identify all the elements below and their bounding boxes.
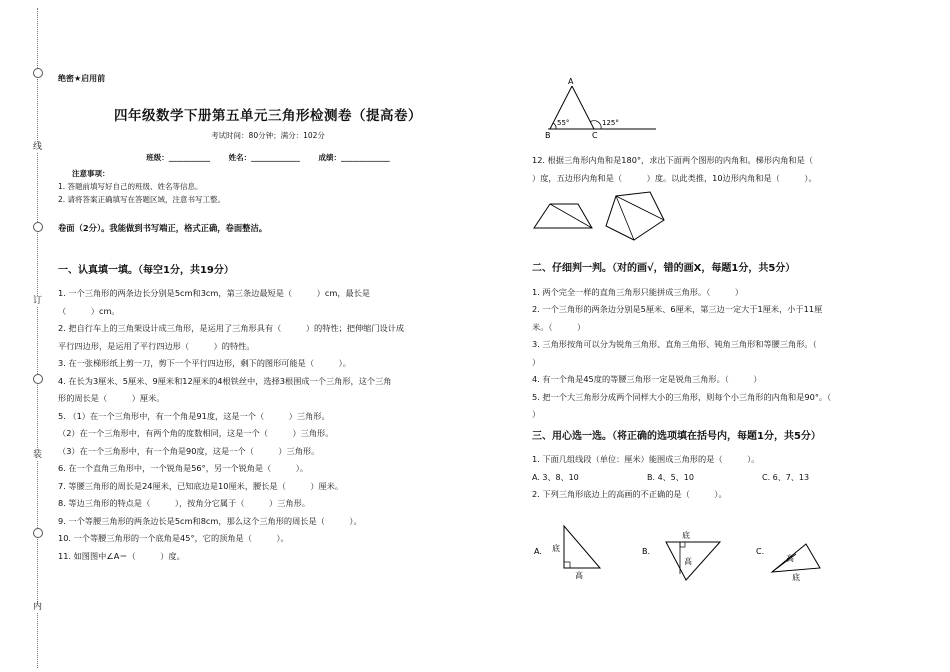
- section1-line: （ ）cm。: [58, 305, 120, 316]
- notes-heading: 注意事项：: [72, 169, 110, 178]
- section3-heading: 三、用心选一选。（将正确的选项填在括号内，每题1分，共5分）: [532, 430, 821, 442]
- section1-line: 平行四边形，是运用了平行四边形（ ）的特性。: [58, 340, 255, 351]
- shapes-figure-q12: [530, 190, 680, 242]
- section1-line: 4. 在长为3厘米、5厘米、9厘米和12厘米的4根铁丝中，选择3根围成一个三角形，这个三角: [58, 375, 392, 386]
- section1-line: 2. 把自行车上的三角架设计成三角形，是运用了三角形具有（ ）的特性；把伸缩门设计成: [58, 323, 405, 333]
- label-a: A: [568, 77, 574, 86]
- section1-line: 10. 一个等腰三角形的一个底角是45°，它的顶角是（ ）。: [58, 533, 289, 543]
- angle-b-value: 55°: [557, 119, 570, 127]
- section1-line: 11. 如图图中∠A＝（ ）度。: [58, 550, 185, 561]
- right-column-lower: [532, 256, 912, 504]
- section2-line: 2. 一个三角形的两条边分别是5厘米、6厘米，第三边一定大于1厘米，小于11厘: [532, 304, 823, 314]
- score-field[interactable]: 成绩：_____________: [318, 152, 390, 162]
- binding-label-ding: 订: [32, 296, 42, 306]
- angle-c-value: 125°: [602, 119, 619, 127]
- label-c: C: [592, 131, 598, 140]
- secret-label: 绝密★启用前: [58, 74, 106, 83]
- binding-label-nei: 内: [32, 602, 42, 612]
- section2-line: 4. 有一个角是45度的等腰三角形一定是锐角三角形。（ ）: [532, 374, 762, 384]
- section1-line: 1. 一个三角形的两条边长分别是5cm和3cm，第三条边最短是（ ）cm，最长是: [58, 288, 371, 298]
- binding-label-zhuang: 装: [32, 450, 42, 460]
- binding-hole: [33, 374, 43, 384]
- triangle-b: [666, 542, 720, 580]
- page-title: 四年级数学下册第五单元三角形检测卷（提高卷）: [114, 107, 422, 124]
- binding-hole: [33, 68, 43, 78]
- right-column: [532, 152, 912, 187]
- section3-q2: 2. 下列三角形底边上的高画的不正确的是（ ）。: [532, 489, 727, 499]
- exam-info: 考试时间：80分钟；满分：102分: [211, 131, 325, 140]
- section2-line: 5. 把一个大三角形分成两个同样大小的三角形，则每个小三角形的内角和是90°。（: [532, 391, 832, 402]
- triangle-c: [772, 544, 820, 572]
- triangle-a-gao: 高: [575, 571, 583, 580]
- option-c-letter: C.: [756, 547, 765, 556]
- left-column: [58, 70, 478, 565]
- binding-label-xian: 线: [32, 142, 42, 152]
- note-item: 2. 请将答案正确填写在答题区域，注意书写工整。: [58, 195, 226, 204]
- section1-line: （2）在一个三角形中，有两个角的度数相同，这是一个（ ）三角形。: [58, 428, 334, 438]
- class-field[interactable]: 班级：___________: [146, 152, 210, 162]
- height-figures-q2: [530, 524, 840, 582]
- note-item: 1. 答题前填写好自己的班级、姓名等信息。: [58, 182, 203, 191]
- section1-line: 7. 等腰三角形的周长是24厘米，已知底边是10厘米，腰长是（ ）厘米。: [58, 480, 344, 491]
- student-info-line: [58, 149, 478, 167]
- binding-dash-line: [37, 8, 38, 668]
- section2-line: ）: [532, 356, 541, 367]
- triangle-b-di: 底: [682, 531, 690, 540]
- q12-line: 12. 根据三角形内角和是180°，求出下面两个图形的内角和。梯形内角和是（: [532, 155, 813, 165]
- section1-line: （3）在一个三角形中，有一个角是90度，这是一个（ ）三角形。: [58, 445, 320, 456]
- trapezoid-shape: [534, 204, 592, 228]
- section1-line: 3. 在一张梯形纸上剪一刀，剪下一个平行四边形，剩下的图形可能是（ ）。: [58, 358, 351, 368]
- choice-c[interactable]: C. 6、7、13: [762, 472, 810, 482]
- triangle-c-di: 底: [792, 573, 800, 582]
- triangle-a-di: 底: [552, 544, 560, 553]
- name-field[interactable]: 姓名：_____________: [228, 152, 300, 162]
- binding-margin: [0, 0, 50, 672]
- label-b: B: [545, 131, 551, 140]
- section2-line: 米。（ ）: [532, 321, 586, 332]
- angle-figure-q11: [538, 74, 658, 140]
- section2-heading: 二、仔细判一判。（对的画√，错的画X，每题1分，共5分）: [532, 263, 796, 274]
- section1-line: 6. 在一个直角三角形中，一个锐角是56°，另一个锐角是（ ）。: [58, 463, 309, 473]
- section2-line: ）: [532, 409, 541, 419]
- binding-hole: [33, 222, 43, 232]
- section1-heading: 一、认真填一填。（每空1分，共19分）: [58, 264, 234, 276]
- triangle-c-gao: 高: [786, 554, 794, 563]
- neatness-note: 卷面（2分）。我能做到书写端正，格式正确，卷面整洁。: [58, 223, 268, 233]
- notes-block: [58, 167, 478, 206]
- section1-line: 9. 一个等腰三角形的两条边长是5cm和8cm，那么这个三角形的周长是（ ）。: [58, 515, 362, 526]
- section3-choices: [532, 469, 912, 487]
- section1-line: 8. 等边三角形的特点是（ ），按角分它属于（ ）三角形。: [58, 498, 310, 508]
- q12-line: ）度，五边形内角和是（ ）度。以此类推，10边形内角和是（ ）。: [532, 172, 817, 183]
- option-b-letter: B.: [642, 547, 651, 556]
- section2-line: 3. 三角形按角可以分为锐角三角形、直角三角形、钝角三角形和等腰三角形。（: [532, 339, 817, 349]
- triangle-b-gao: 高: [684, 557, 692, 566]
- choice-b[interactable]: B. 4、5、10: [647, 472, 694, 482]
- section3-q1: 1. 下面几组线段（单位：厘米）能围成三角形的是（ ）。: [532, 454, 760, 464]
- option-a-letter: A.: [534, 547, 542, 556]
- section1-line: 5. （1）在一个三角形中，有一个角是91度，这是一个（ ）三角形。: [58, 410, 330, 421]
- binding-hole: [33, 528, 43, 538]
- section1-line: 形的周长是（ ）厘米。: [58, 393, 165, 403]
- choice-a[interactable]: A. 3、8、10: [532, 472, 579, 482]
- section2-line: 1. 两个完全一样的直角三角形只能拼成三角形。（ ）: [532, 286, 744, 297]
